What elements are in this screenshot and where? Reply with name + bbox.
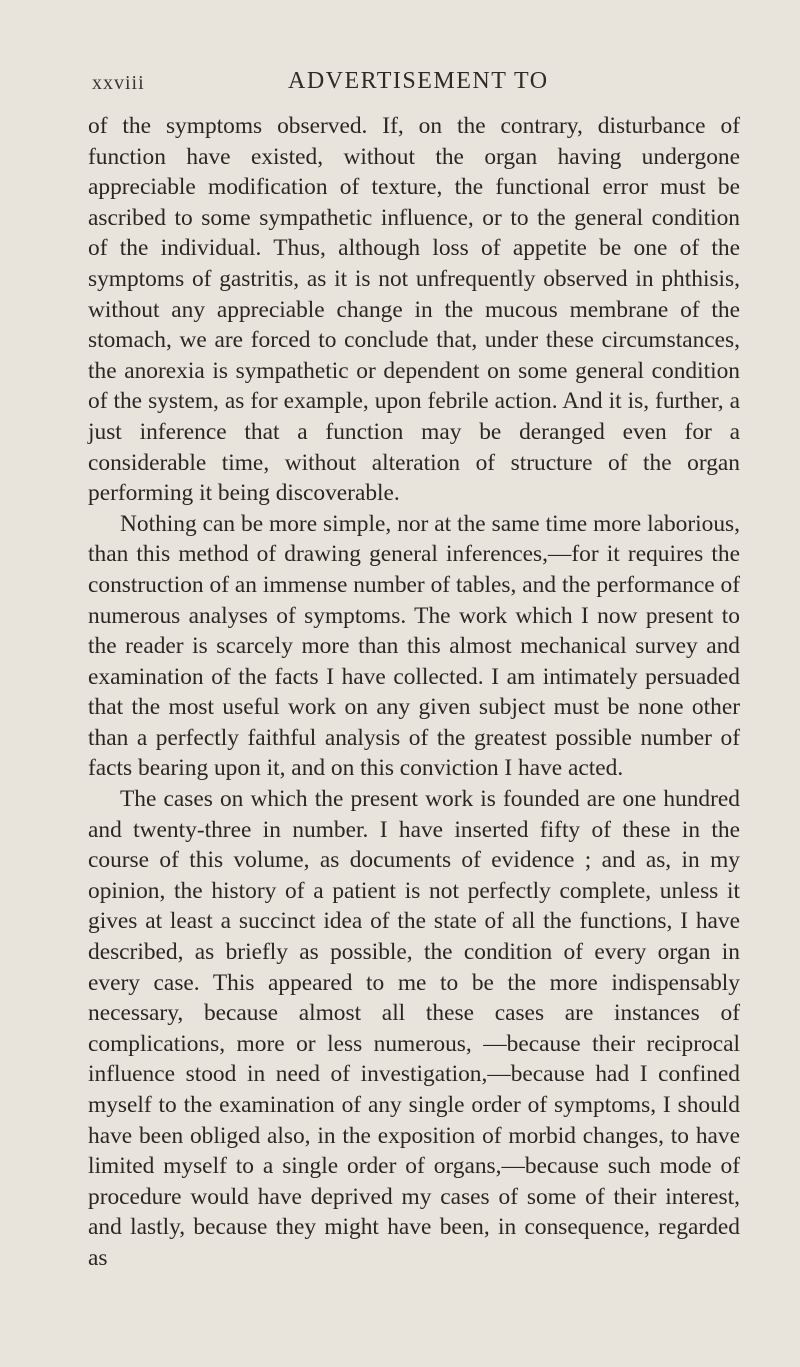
running-head [92,68,732,106]
paragraph-3: The cases on which the present work is founded are one hundred and twenty-three in number. I have inserted fifty of these in the course of this volume, as documents of evidence ; and as, in my opinion, the history of a patient is not perfectly complete, unless it gives at least a succinct idea of the state of all the functions, I have described, as briefly as possible, the condition of every organ in every case. This appeared to me to be the more indispensably necessary, because almost all these cases are instances of complications, more or less numerous, —because their reciprocal influence stood in need of investigation,—because had I confined myself to the examination of any single order of symptoms, I should have been obliged also, in the exposition of morbid changes, to have limited myself to a single order of organs,—because such mode of procedure would have deprived my cases of some of their interest, and lastly, because they might have been, in consequence, regarded as [88,786,740,1271]
page-number: xxviii [92,72,145,94]
body-text [88,111,740,1274]
running-title: ADVERTISEMENT TO [288,68,549,94]
paragraph-1: of the symptoms observed. If, on the contrary, disturbance of function have existed, without the organ having undergone appreciable modification of texture, the functional error must be ascribed to some sympathetic influence, or to the general condition of the individual. Thus, although loss of appetite be one of the symptoms of gastritis, as it is not unfrequently observed in phthisis, without any appreciable change in the mucous membrane of the stomach, we are forced to conclude that, under these circumstances, the anorexia is sympathetic or dependent on some general condition of the system, as for example, upon febrile action. And it is, further, a just inference that a function may be deranged even for a considerable time, without alteration of structure of the organ performing it being discoverable. [88,113,740,507]
paragraph-2: Nothing can be more simple, nor at the same time more laborious, than this method of drawing general inferences,—for it requires the construction of an immense number of tables, and the performance of numerous analyses of symptoms. The work which I now present to the reader is scarcely more than this almost mechanical survey and examination of the facts I have collected. I am intimately persuaded that the most useful work on any given subject must be none other than a perfectly faithful analysis of the greatest possible number of facts bearing upon it, and on this conviction I have acted. [88,510,740,782]
